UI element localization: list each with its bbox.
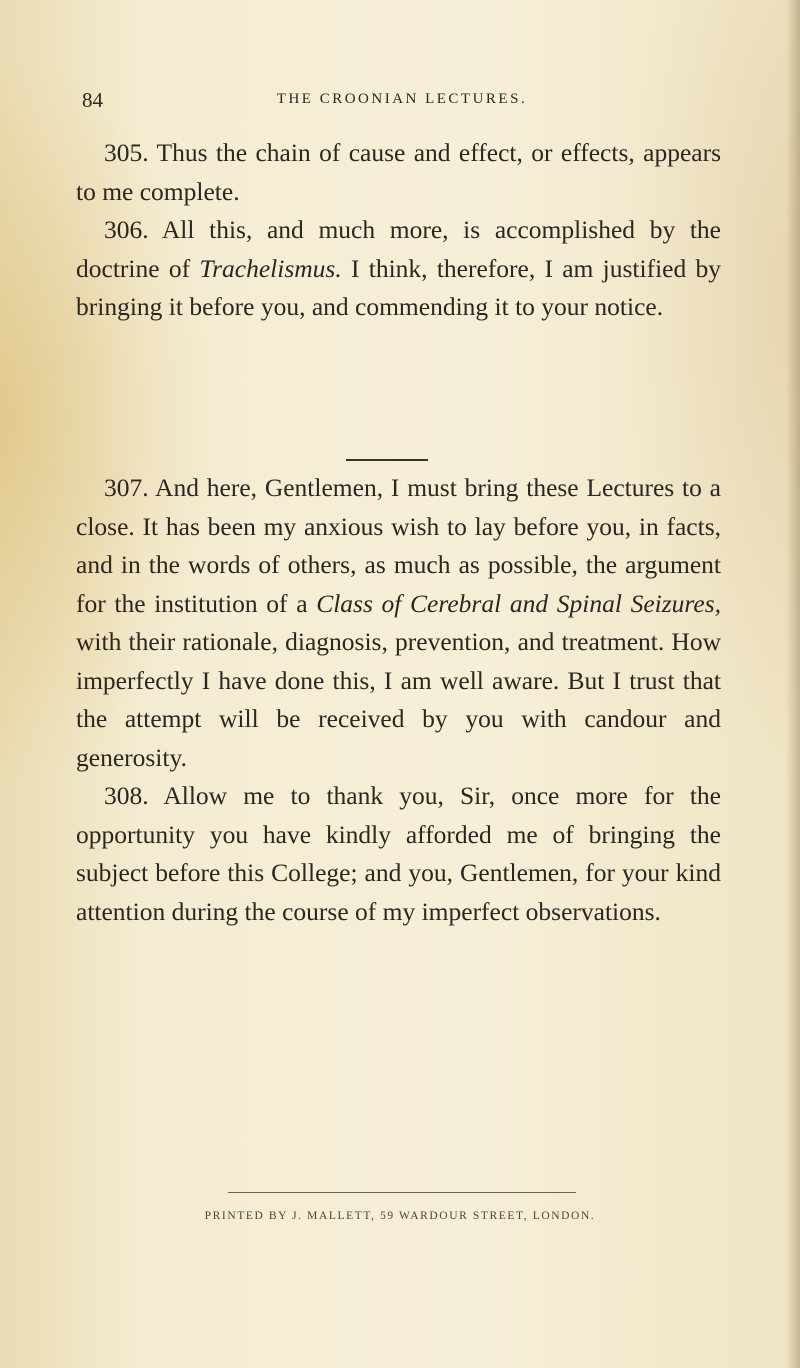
imprint-divider: [228, 1192, 576, 1193]
paragraph-306-text-end: I think, therefore, I am justified by bringing it before you, and commending it to your notice.: [76, 253, 721, 321]
paragraph-306-italic-term: Trachelismus.: [199, 253, 342, 283]
paragraph-307-text-end: with their rationale, diagnosis, prevention, and treatment. How imperfectly I have done this, I am well aware. But I trust that the attempt will be received by you with candour and generosity.: [76, 627, 721, 772]
paragraph-305: 305. Thus the chain of cause and effect, or effects, appears to me complete.: [76, 138, 721, 206]
paragraph-307: [76, 469, 721, 777]
paragraph-306-text-start: 306. All this, and much more, is accomplished by the doctrine of: [76, 215, 721, 283]
paragraph-307-italic-term: Class of Cerebral and Spinal Seizures,: [316, 588, 721, 618]
section-divider: [346, 459, 428, 461]
paragraph-306: [76, 211, 721, 327]
printer-imprint: PRINTED BY J. MALLETT, 59 WARDOUR STREET, LONDON.: [204, 1210, 596, 1222]
text-block-lower: [76, 469, 721, 931]
page-number: 84: [82, 88, 103, 112]
paragraph-308: 308. Allow me to thank you, Sir, once more for the opportunity you have kindly afforded me of bringing the subject before this College; and you, Gentlemen, for your kind attention during the course of my imperfect observations.: [76, 781, 721, 926]
paragraph-307-text-start: 307. And here, Gentlemen, I must bring these Lectures to a close. It has been my anxious wish to lay before you, in facts, and in the words of others, as much as possible, the argument for the institution of a: [76, 473, 721, 618]
text-block-upper: [76, 134, 721, 327]
page-edge-shadow: [786, 0, 800, 1368]
page-header: [82, 88, 722, 118]
running-head: THE CROONIAN LECTURES.: [276, 91, 528, 107]
